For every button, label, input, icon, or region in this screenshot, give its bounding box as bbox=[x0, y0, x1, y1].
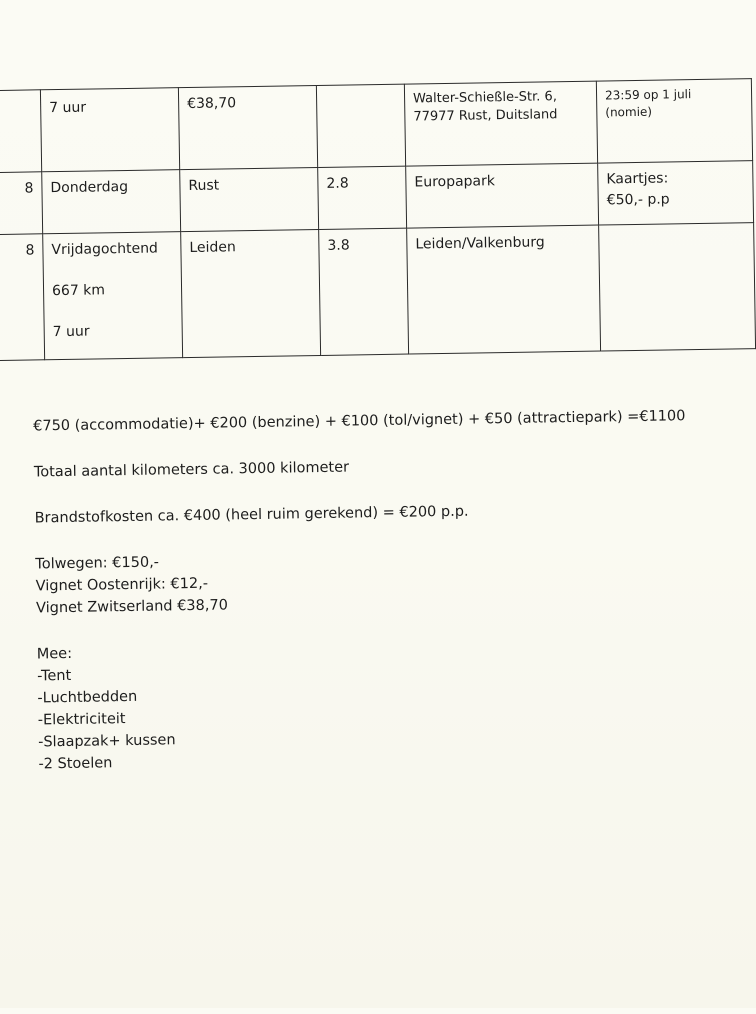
table-cell bbox=[599, 223, 756, 351]
packing-title: Mee: bbox=[36, 645, 73, 663]
table-cell: Kaartjes: €50,- p.p bbox=[598, 161, 754, 225]
table-cell: 2.8 bbox=[318, 166, 407, 229]
table-cell: 8 bbox=[0, 234, 45, 361]
vignette-switzerland-line: Vignet Zwitserland €38,70 bbox=[35, 597, 229, 617]
table-cell: 7 uur bbox=[40, 88, 179, 172]
table-cell: 23:59 op 1 juli (nomie) bbox=[596, 79, 752, 163]
budget-total-line: €750 (accommodatie)+ €200 (benzine) + €100 (tol/vignet) + €50 (attractiepark) =€1100 bbox=[33, 408, 686, 435]
notes-section bbox=[33, 405, 691, 775]
list-item: -Luchtbedden bbox=[37, 688, 138, 707]
table-cell: 3.8 bbox=[319, 228, 409, 355]
table-cell bbox=[316, 84, 405, 167]
table-row bbox=[0, 79, 753, 173]
list-item: -Tent bbox=[37, 667, 72, 685]
table-cell: Rust bbox=[180, 167, 319, 231]
table-cell: Vrijdagochtend 667 km 7 uur bbox=[43, 232, 183, 360]
table-cell: Leiden/Valkenburg bbox=[407, 225, 601, 354]
table-cell: Europapark bbox=[406, 163, 599, 228]
list-item: -2 Stoelen bbox=[38, 755, 113, 773]
list-item: -Slaapzak+ kussen bbox=[38, 732, 176, 751]
table-cell bbox=[0, 90, 42, 173]
fuel-costs-line: Brandstofkosten ca. €400 (heel ruim gerekend) = €200 p.p. bbox=[34, 503, 469, 527]
table-cell: 8 bbox=[0, 172, 43, 235]
table-cell: €38,70 bbox=[178, 85, 317, 169]
table-row bbox=[0, 223, 756, 361]
tolls-line: Tolwegen: €150,- bbox=[35, 554, 160, 573]
itinerary-table bbox=[0, 78, 756, 361]
table-cell: Leiden bbox=[181, 229, 321, 357]
table-cell: Walter-Schießle-Str. 6, 77977 Rust, Duitsland bbox=[404, 81, 597, 166]
list-item: -Elektriciteit bbox=[37, 711, 126, 729]
total-kilometers-line: Totaal aantal kilometers ca. 3000 kilometer bbox=[33, 459, 350, 481]
vignette-austria-line: Vignet Oostenrijk: €12,- bbox=[35, 575, 209, 595]
table-cell: Donderdag bbox=[42, 170, 181, 234]
